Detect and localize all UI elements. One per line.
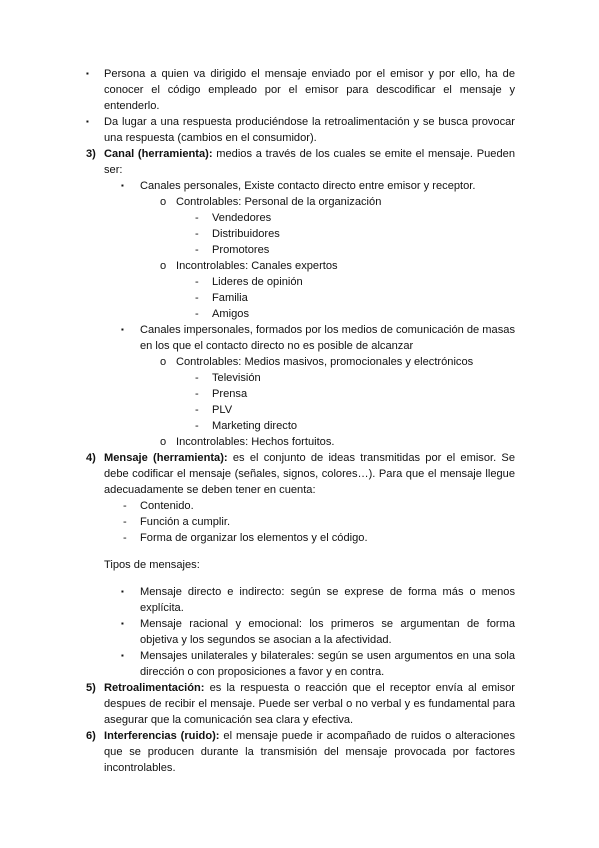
bullet-text: Mensaje directo e indirecto: según se exprese de forma más o menos explícita. xyxy=(140,586,515,614)
circle-bullet-icon: o xyxy=(160,260,167,272)
dash-icon: - xyxy=(195,372,199,384)
square-bullet-icon: ▪ xyxy=(121,181,124,190)
square-bullet-icon: ▪ xyxy=(86,117,89,126)
list-item xyxy=(0,290,599,306)
bullet-text: Distribuidores xyxy=(212,228,280,240)
bullet-text: Televisión xyxy=(212,372,261,384)
list-item xyxy=(0,616,599,648)
bullet-text: Controlables: Personal de la organización xyxy=(176,196,382,208)
square-bullet-icon: ▪ xyxy=(86,69,89,78)
bullet-text: Incontrolables: Hechos fortuitos. xyxy=(176,436,335,448)
list-item xyxy=(0,274,599,290)
dash-icon: - xyxy=(123,532,127,544)
square-bullet-icon: ▪ xyxy=(121,651,124,660)
bullet-text: Lideres de opinión xyxy=(212,276,303,288)
dash-icon: - xyxy=(195,244,199,256)
bullet-text: PLV xyxy=(212,404,233,416)
section-title: Mensaje (herramienta): xyxy=(104,452,228,464)
bullet-text: Controlables: Medios masivos, promocionales y electrónicos xyxy=(176,356,474,368)
bullet-text: Familia xyxy=(212,292,248,304)
section-text xyxy=(104,680,515,728)
dash-icon: - xyxy=(123,516,127,528)
list-item xyxy=(0,584,599,616)
dash-icon: - xyxy=(123,500,127,512)
bullet-text: Canales personales, Existe contacto directo entre emisor y receptor. xyxy=(140,180,476,192)
dash-icon: - xyxy=(195,292,199,304)
section-body: es la respuesta o reacción que el receptor envía al emisor despues de recibir el mensaje. Puede ser verbal o no verbal y es fundamental para asegurar que la comunicación sea clara y efectiva. xyxy=(104,682,515,726)
document-page xyxy=(0,66,599,776)
bullet-text: Mensaje racional y emocional: los primeros se argumentan de forma objetiva y los segundos se asocian a la afectividad. xyxy=(140,618,515,646)
bullet-text: Marketing directo xyxy=(212,420,298,432)
square-bullet-icon: ▪ xyxy=(121,325,124,334)
bullet-text: Persona a quien va dirigido el mensaje enviado por el emisor y por ello, ha de conocer el código empleado por el emisor para descodificar el mensaje y entenderlo. xyxy=(104,68,515,112)
list-item xyxy=(0,354,599,370)
list-item xyxy=(0,194,599,210)
bullet-text: Promotores xyxy=(212,244,270,256)
list-item xyxy=(0,498,599,514)
bullet-text: Mensajes unilaterales y bilaterales: según se usen argumentos en una sola dirección o con proposiciones a favor y en contra. xyxy=(140,650,515,678)
bullet-text: Da lugar a una respuesta produciéndose la retroalimentación y se busca provocar una respuesta (cambios en el consumidor). xyxy=(104,116,515,144)
list-item xyxy=(0,648,599,680)
bullet-text: Prensa xyxy=(212,388,248,400)
section-number: 4) xyxy=(86,452,96,464)
dash-icon: - xyxy=(195,276,199,288)
dash-icon: - xyxy=(195,212,199,224)
list-item xyxy=(0,66,599,114)
section-title: Interferencias (ruido): xyxy=(104,730,220,742)
dash-icon: - xyxy=(195,228,199,240)
bullet-text: Vendedores xyxy=(212,212,272,224)
section-retroalimentacion xyxy=(0,680,599,728)
section-text xyxy=(104,146,515,178)
square-bullet-icon: ▪ xyxy=(121,587,124,596)
dash-icon: - xyxy=(195,404,199,416)
section-number: 6) xyxy=(86,730,96,742)
circle-bullet-icon: o xyxy=(160,436,167,448)
list-item xyxy=(0,530,599,546)
list-item xyxy=(0,242,599,258)
list-item xyxy=(0,370,599,386)
section-body: medios a través de los cuales se emite el mensaje. Pueden ser: xyxy=(104,148,515,176)
section-text xyxy=(104,450,515,498)
list-item xyxy=(0,418,599,434)
list-item xyxy=(0,258,599,274)
list-item xyxy=(0,386,599,402)
section-number: 3) xyxy=(86,148,96,160)
section-body: el mensaje puede ir acompañado de ruidos o alteraciones que se producen durante la transmisión del mensaje provocada por factores incontrolables. xyxy=(104,730,515,774)
circle-bullet-icon: o xyxy=(160,196,167,208)
square-bullet-icon: ▪ xyxy=(121,619,124,628)
list-item xyxy=(0,210,599,226)
section-interferencias xyxy=(0,728,599,776)
bullet-text: Incontrolables: Canales expertos xyxy=(176,260,338,272)
dash-icon: - xyxy=(195,308,199,320)
circle-bullet-icon: o xyxy=(160,356,167,368)
section-body: es el conjunto de ideas transmitidas por el emisor. Se debe codificar el mensaje (señales, signos, colores…). Para que el mensaje llegue adecuadamente se deben tener en cuenta: xyxy=(104,452,516,496)
list-item xyxy=(0,434,599,450)
bullet-text: Función a cumplir. xyxy=(140,516,231,528)
bullet-text: Amigos xyxy=(212,308,249,320)
dash-icon: - xyxy=(195,420,199,432)
bullet-text: Contenido. xyxy=(140,500,194,512)
bullet-text: Canales impersonales, formados por los medios de comunicación de masas en los que el contacto directo no es posible de alcanzar xyxy=(140,324,515,352)
list-item xyxy=(0,402,599,418)
tipos-label: Tipos de mensajes: xyxy=(104,559,200,571)
section-text xyxy=(104,728,515,776)
list-item xyxy=(0,306,599,322)
list-item xyxy=(0,114,599,146)
list-item xyxy=(0,178,599,194)
list-item xyxy=(0,514,599,530)
list-item xyxy=(0,226,599,242)
bullet-text: Forma de organizar los elementos y el código. xyxy=(140,532,368,544)
section-number: 5) xyxy=(86,682,96,694)
section-title: Canal (herramienta): xyxy=(104,148,213,160)
section-mensaje xyxy=(0,450,599,498)
tipos-label-row xyxy=(0,557,599,573)
section-canal xyxy=(0,146,599,178)
dash-icon: - xyxy=(195,388,199,400)
list-item xyxy=(0,322,599,354)
section-title: Retroalimentación: xyxy=(104,682,205,694)
